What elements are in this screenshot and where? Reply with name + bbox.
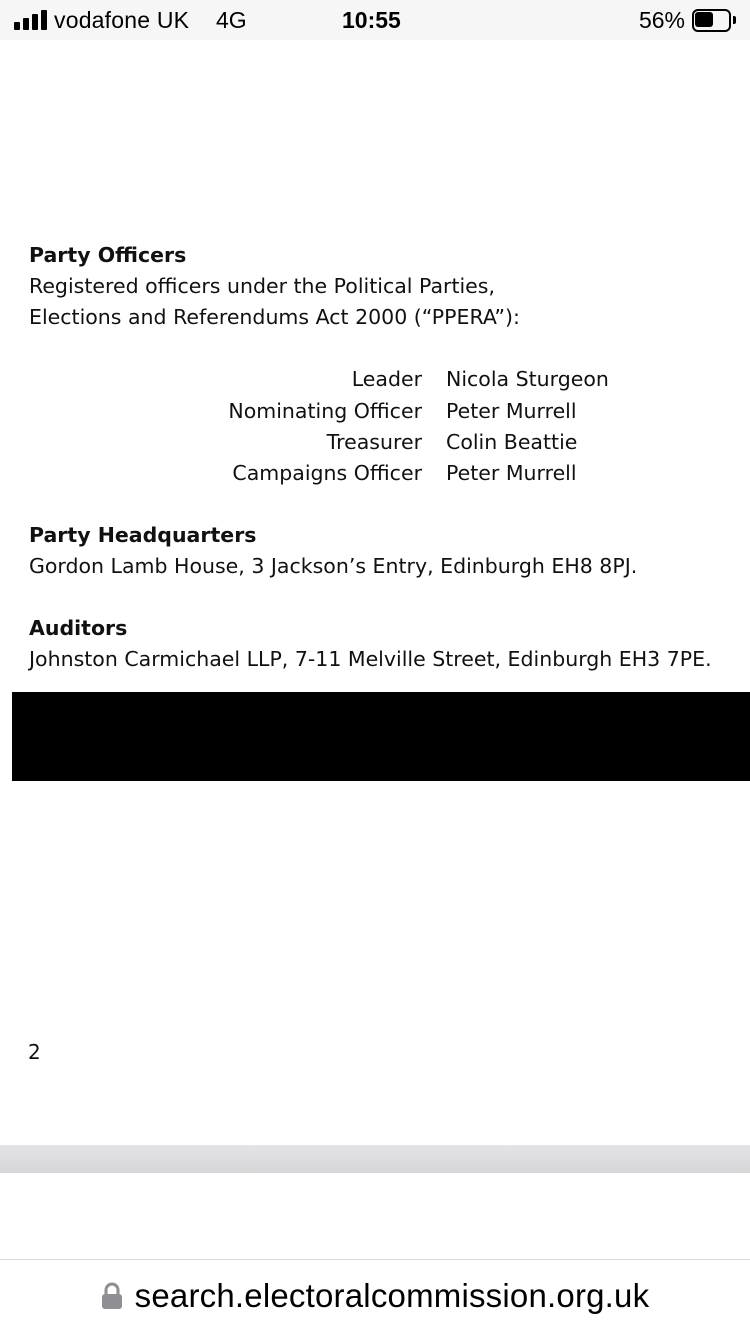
headquarters-address: Gordon Lamb House, 3 Jackson’s Entry, Edinburgh EH8 8PJ. (29, 554, 638, 578)
officer-role: Nominating Officer (228, 399, 422, 423)
toolbar-divider (0, 1259, 750, 1260)
headquarters-heading: Party Headquarters (29, 523, 257, 547)
browser-toolbar (0, 1173, 750, 1334)
lock-icon (101, 1282, 123, 1310)
battery-fill (695, 12, 713, 27)
officer-role: Leader (351, 367, 422, 391)
page-separator (0, 1145, 750, 1173)
auditors-heading: Auditors (29, 616, 128, 640)
officer-role: Campaigns Officer (232, 461, 422, 485)
address-bar[interactable] (0, 1271, 750, 1321)
status-bar (0, 0, 750, 40)
officer-name: Peter Murrell (446, 461, 577, 485)
officers-intro-line-1: Registered officers under the Political Parties, (29, 274, 495, 298)
officers-heading: Party Officers (29, 243, 187, 267)
clock-time: 10:55 (342, 7, 401, 33)
redaction-block (12, 692, 750, 781)
battery-icon (692, 9, 736, 30)
network-type: 4G (216, 7, 247, 33)
officer-name: Nicola Sturgeon (446, 367, 609, 391)
battery-percent: 56% (638, 7, 685, 33)
auditors-address: Johnston Carmichael LLP, 7-11 Melville Street, Edinburgh EH3 7PE. (29, 647, 712, 671)
officers-intro-line-2: Elections and Referendums Act 2000 (“PPERA”): (29, 305, 520, 329)
signal-icon (14, 10, 47, 30)
officer-name: Peter Murrell (446, 399, 577, 423)
officer-name: Colin Beattie (446, 430, 578, 454)
url-text[interactable]: search.electoralcommission.org.uk (134, 1277, 650, 1314)
officer-role: Treasurer (326, 430, 422, 454)
carrier-name: vodafone UK (54, 7, 190, 33)
document-page[interactable] (0, 40, 750, 1145)
page-number: 2 (28, 1040, 41, 1064)
